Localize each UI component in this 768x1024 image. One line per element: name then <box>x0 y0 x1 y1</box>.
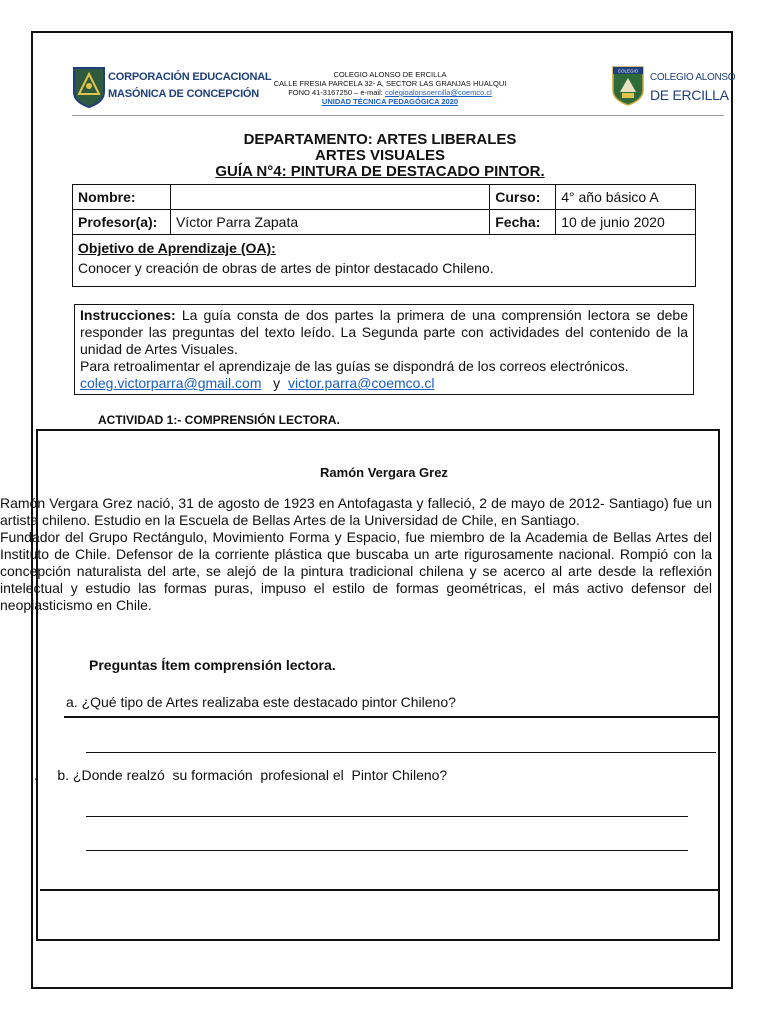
email-joiner: y <box>261 375 288 391</box>
school-info <box>230 70 550 106</box>
guide-title: GUÍA N°4: PINTURA DE DESTACADO PINTOR. <box>215 163 545 180</box>
date-value: 10 de junio 2020 <box>556 210 696 235</box>
date-label: Fecha: <box>490 210 556 235</box>
instructions-para1 <box>80 307 688 358</box>
teacher-label: Profesor(a): <box>73 210 171 235</box>
bio-text <box>0 495 712 614</box>
school-logo-line1: COLEGIO ALONSO <box>650 72 736 83</box>
instructions-label: Instrucciones: <box>80 307 176 323</box>
question-b: . b. ¿Donde realzó su formación profesional el Pintor Chileno? <box>34 767 448 783</box>
department-title: DEPARTAMENTO: ARTES LIBERALES <box>243 131 517 148</box>
objective-text: Conocer y creación de obras de artes de pintor destacado Chileno. <box>78 260 494 276</box>
email-link-gmail[interactable]: coleg.victorparra@gmail.com <box>80 375 262 391</box>
learning-objective <box>72 235 696 287</box>
crest-label: COLEGIO <box>617 68 639 74</box>
school-phone: FONO 41-3167250 – e-mail: <box>288 88 385 97</box>
answer-line-b1[interactable] <box>86 816 688 817</box>
bio-paragraph-1: Ramón Vergara Grez nació, 31 de agosto de 1923 en Antofagasta y falleció, 2 de mayo de 2012- Santiago) fue un artista chileno. Estudio en la Escuela de Bellas Artes de la Universidad de Chile, en Santiago. <box>0 495 712 528</box>
corporation-logo <box>72 66 272 110</box>
corporation-name-line1: CORPORACIÓN EDUCACIONAL <box>108 71 272 83</box>
school-crest-icon <box>612 66 644 106</box>
school-logo-line2: DE ERCILLA <box>650 87 729 103</box>
bio-paragraph-2: Fundador del Grupo Rectángulo, Movimiento Forma y Espacio, fue miembro de la Academia de Bellas Artes del Instituto de Chile. Defensor de la corriente plástica que buscaba un arte rigurosamente nacional. Rompió con la concepción naturalista del arte, se alejó de la pintura tradicional chilena y se acerco al arte desde la reflexión intelectual y estudio las formas puras, impuso el estilo de formas geométricas, el más activo defensor del neoplasticismo en Chile. <box>0 529 712 613</box>
instructions-text2: Para retroalimentar el aprendizaje de las guías se dispondrá de los correos electrónicos. <box>80 358 629 374</box>
question-a: a. ¿Qué tipo de Artes realizaba este destacado pintor Chileno? <box>66 694 456 710</box>
name-field[interactable] <box>170 185 489 210</box>
school-logo <box>612 66 736 110</box>
school-unit: UNIDAD TÉCNICA PEDAGÓGICA 2020 <box>321 97 459 106</box>
instructions-text1: La guía consta de dos partes la primera de una comprensión lectora se debe responder las preguntas del texto leído. La Segunda parte con actividades del contenido de la unidad de Artes Visuales. <box>80 307 688 357</box>
bio-title: Ramón Vergara Grez <box>320 465 448 480</box>
subject-title: ARTES VISUALES <box>314 147 446 164</box>
course-value: 4° año básico A <box>556 185 696 210</box>
corporation-name-line2: MASÓNICA DE CONCEPCIÓN <box>108 88 260 100</box>
name-label: Nombre: <box>73 185 171 210</box>
email-link-coemco[interactable]: victor.parra@coemco.cl <box>287 375 435 391</box>
section-divider <box>40 889 718 891</box>
course-label: Curso: <box>490 185 556 210</box>
student-info-table <box>72 184 696 235</box>
table-row <box>73 210 696 235</box>
document-titles <box>160 132 600 180</box>
school-address: CALLE FRESIA PARCELA 32- A, SECTOR LAS GRANJAS HUALQUI <box>273 79 507 88</box>
header-divider <box>72 115 724 116</box>
questions-title: Preguntas Ítem comprensión lectora. <box>89 657 336 673</box>
table-row <box>73 185 696 210</box>
answer-line-b2[interactable] <box>86 850 688 851</box>
school-email-link[interactable]: colegioalonsoercilla@coemco.cl <box>384 88 492 97</box>
activity-title: ACTIVIDAD 1:- COMPRENSIÓN LECTORA. <box>98 413 340 427</box>
masonic-emblem-icon <box>72 66 106 108</box>
answer-line-a1[interactable] <box>64 716 718 718</box>
instructions-emails <box>80 375 688 392</box>
school-name: COLEGIO ALONSO DE ERCILLA <box>333 70 447 79</box>
teacher-value: Víctor Parra Zapata <box>170 210 489 235</box>
instructions-box <box>74 304 694 395</box>
answer-line-a2[interactable] <box>86 752 716 753</box>
objective-label: Objetivo de Aprendizaje (OA): <box>78 240 276 256</box>
school-contact <box>230 88 550 97</box>
